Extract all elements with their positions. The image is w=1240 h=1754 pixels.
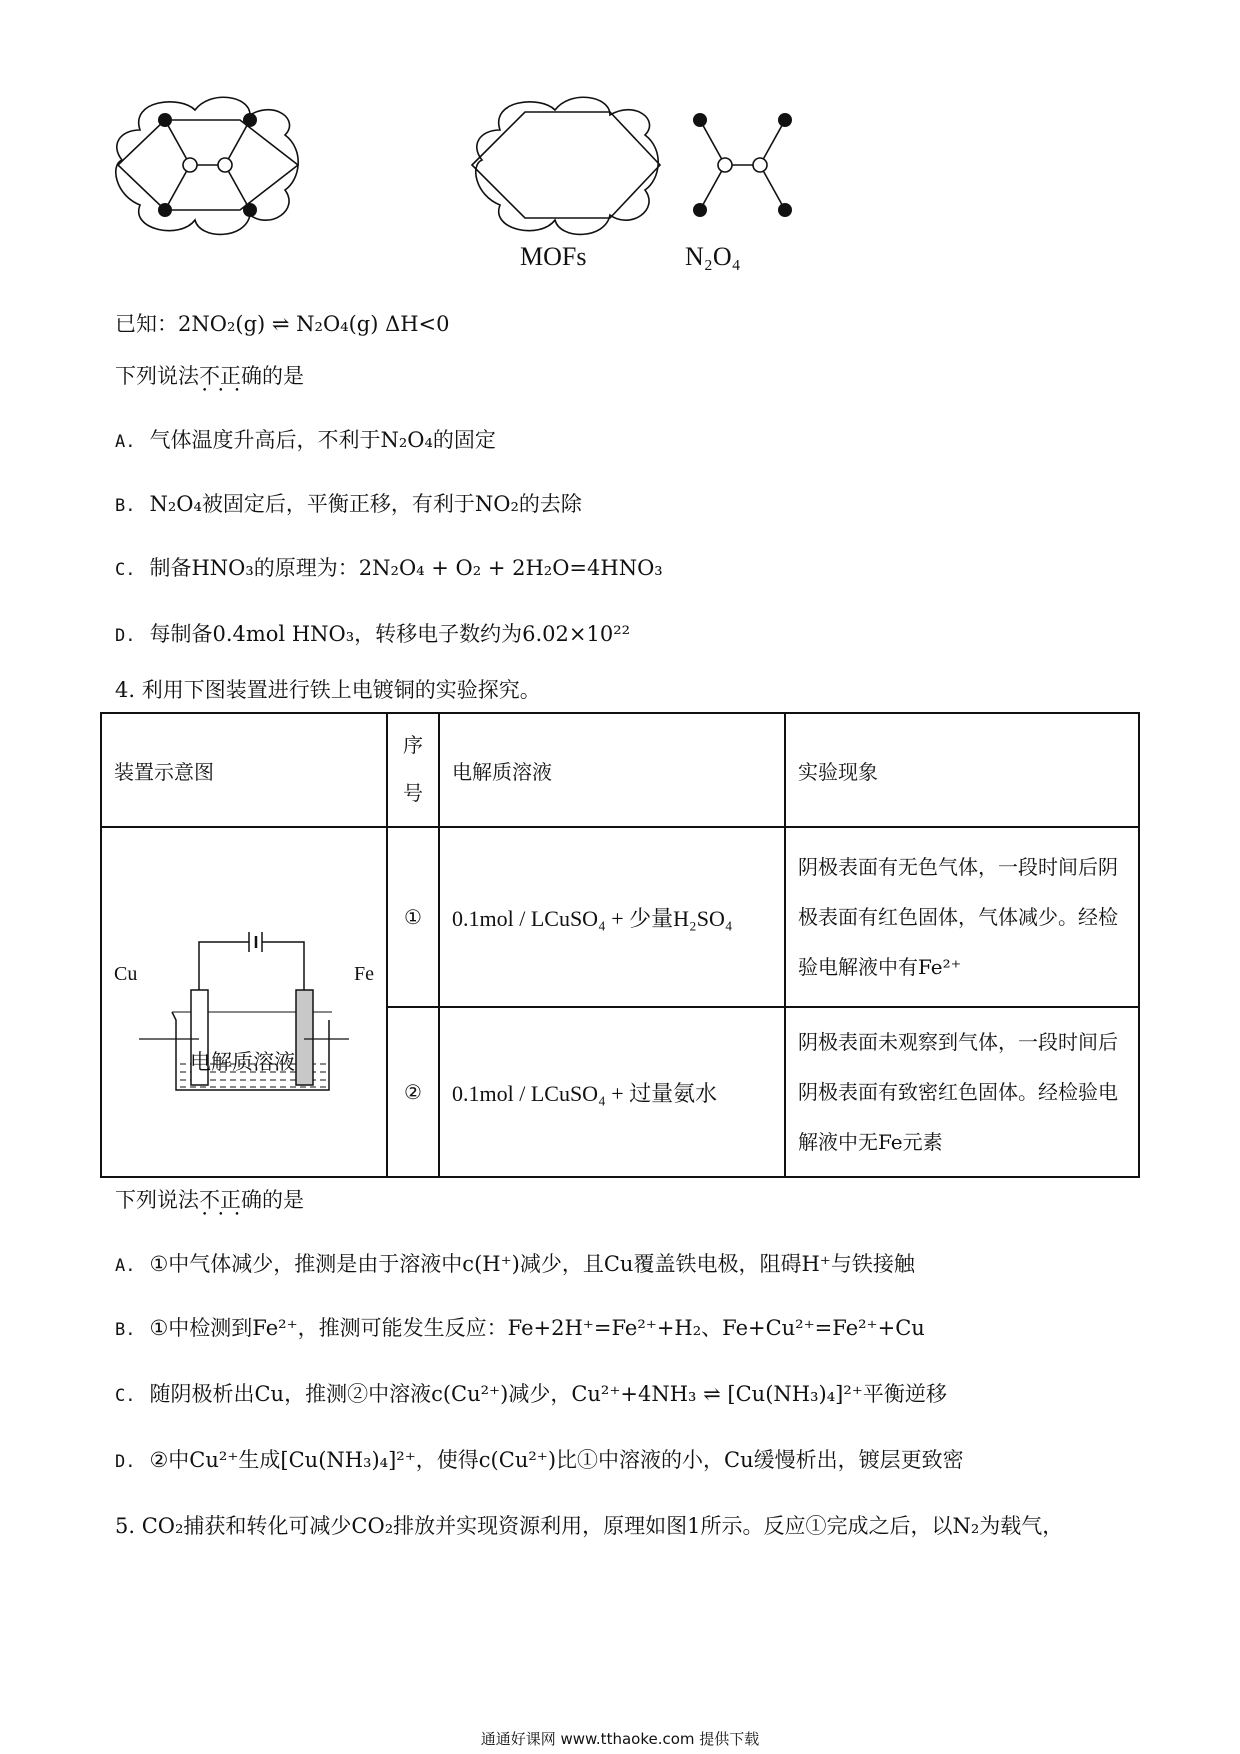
q3-option-d bbox=[115, 618, 630, 648]
option-text: 随阴极析出Cu，推测②中溶液c(Cu²⁺)减少，Cu²⁺+4NH₃ ⇌ [Cu(NH₃)₄]²⁺平衡逆移 bbox=[149, 1382, 947, 1406]
prompt-emphasis: 不正确 • • • bbox=[199, 1188, 262, 1212]
option-text: 气体温度升高后，不利于N₂O₄的固定 bbox=[149, 428, 496, 452]
page-footer: 通通好课网 www.tthaoke.com 提供下载 bbox=[480, 1730, 760, 1748]
option-letter: D. bbox=[115, 1452, 136, 1472]
apparatus-caption: 电解质溶液 bbox=[190, 1050, 295, 1074]
option-text: N₂O₄被固定后，平衡正移，有利于NO₂的去除 bbox=[149, 492, 582, 516]
mof-with-n2o4-diagram bbox=[116, 97, 298, 234]
experiment-table bbox=[100, 712, 1140, 1178]
prompt-pre: 下列说法 bbox=[115, 364, 199, 388]
row1-phenomenon: 阴极表面有无色气体，一段时间后阴极表面有红色固体，气体减少。经检验电解液中有Fe²⁺ bbox=[785, 827, 1139, 1007]
option-text: ①中气体减少，推测是由于溶液中c(H⁺)减少，且Cu覆盖铁电极，阻碍H⁺与铁接触 bbox=[149, 1252, 915, 1276]
option-text: ①中检测到Fe²⁺，推测可能发生反应：Fe+2H⁺=Fe²⁺+H₂、Fe+Cu²⁺=Fe²⁺+Cu bbox=[149, 1316, 925, 1340]
prompt-post: 的是 bbox=[262, 1188, 304, 1212]
header-solution: 电解质溶液 bbox=[439, 713, 785, 827]
header-phenomenon: 实验现象 bbox=[785, 713, 1139, 827]
header-seq: 序号 bbox=[387, 713, 439, 827]
table-header-row bbox=[101, 713, 1139, 827]
option-letter: B. bbox=[115, 1320, 136, 1340]
q3-option-b bbox=[115, 488, 582, 518]
header-apparatus: 装置示意图 bbox=[101, 713, 387, 827]
row2-seq: ② bbox=[387, 1007, 439, 1177]
n2o4-molecule bbox=[693, 113, 792, 217]
q5-stem: 5. CO₂捕获和转化可减少CO₂排放并实现资源利用，原理如图1所示。反应①完成之后，以N₂为载气， bbox=[115, 1514, 1064, 1538]
q3-prompt bbox=[115, 360, 304, 390]
table-row bbox=[101, 827, 1139, 1007]
option-text: 制备HNO₃的原理为：2N₂O₄ + O₂ + 2H₂O=4HNO₃ bbox=[149, 556, 663, 580]
q4-prompt bbox=[115, 1184, 304, 1214]
row2-phenomenon: 阴极表面未观察到气体，一段时间后阴极表面有致密红色固体。经检验电解液中无Fe元素 bbox=[785, 1007, 1139, 1177]
prompt-pre: 下列说法 bbox=[115, 1188, 199, 1212]
q3-option-a bbox=[115, 424, 496, 454]
q4-stem: 4. 利用下图装置进行铁上电镀铜的实验探究。 bbox=[115, 678, 541, 702]
fe-label: Fe bbox=[354, 963, 374, 985]
option-text: ②中Cu²⁺生成[Cu(NH₃)₄]²⁺，使得c(Cu²⁺)比①中溶液的小，Cu缓慢析出，镀层更致密 bbox=[149, 1448, 964, 1472]
row1-solution: 0.1mol / LCuSO₄ + 少量H₂SO₄ bbox=[439, 827, 785, 1007]
option-letter: B. bbox=[115, 496, 136, 516]
n2o4-label: N₂O₄ bbox=[685, 242, 741, 271]
q4-option-a bbox=[115, 1248, 915, 1278]
prompt-emphasis: 不正确 • • • bbox=[199, 364, 262, 388]
option-letter: C. bbox=[115, 1386, 136, 1406]
q3-option-c bbox=[115, 552, 663, 582]
empty-mof-diagram bbox=[472, 97, 660, 234]
mofs-label: MOFs bbox=[520, 242, 587, 271]
cu-label: Cu bbox=[114, 963, 138, 985]
row2-solution: 0.1mol / LCuSO₄ + 过量氨水 bbox=[439, 1007, 785, 1177]
option-letter: A. bbox=[115, 432, 136, 452]
option-letter: C. bbox=[115, 560, 136, 580]
apparatus-cell bbox=[101, 827, 387, 1177]
q4-option-b bbox=[115, 1312, 925, 1342]
row1-seq: ① bbox=[387, 827, 439, 1007]
known-equation: 已知：2NO₂(g) ⇌ N₂O₄(g) ΔH<0 bbox=[115, 312, 450, 336]
prompt-post: 的是 bbox=[262, 364, 304, 388]
option-text: 每制备0.4mol HNO₃，转移电子数约为6.02×10²² bbox=[149, 622, 631, 646]
option-letter: A. bbox=[115, 1256, 136, 1276]
q4-option-d bbox=[115, 1444, 964, 1474]
q4-option-c bbox=[115, 1378, 947, 1408]
option-letter: D. bbox=[115, 626, 136, 646]
